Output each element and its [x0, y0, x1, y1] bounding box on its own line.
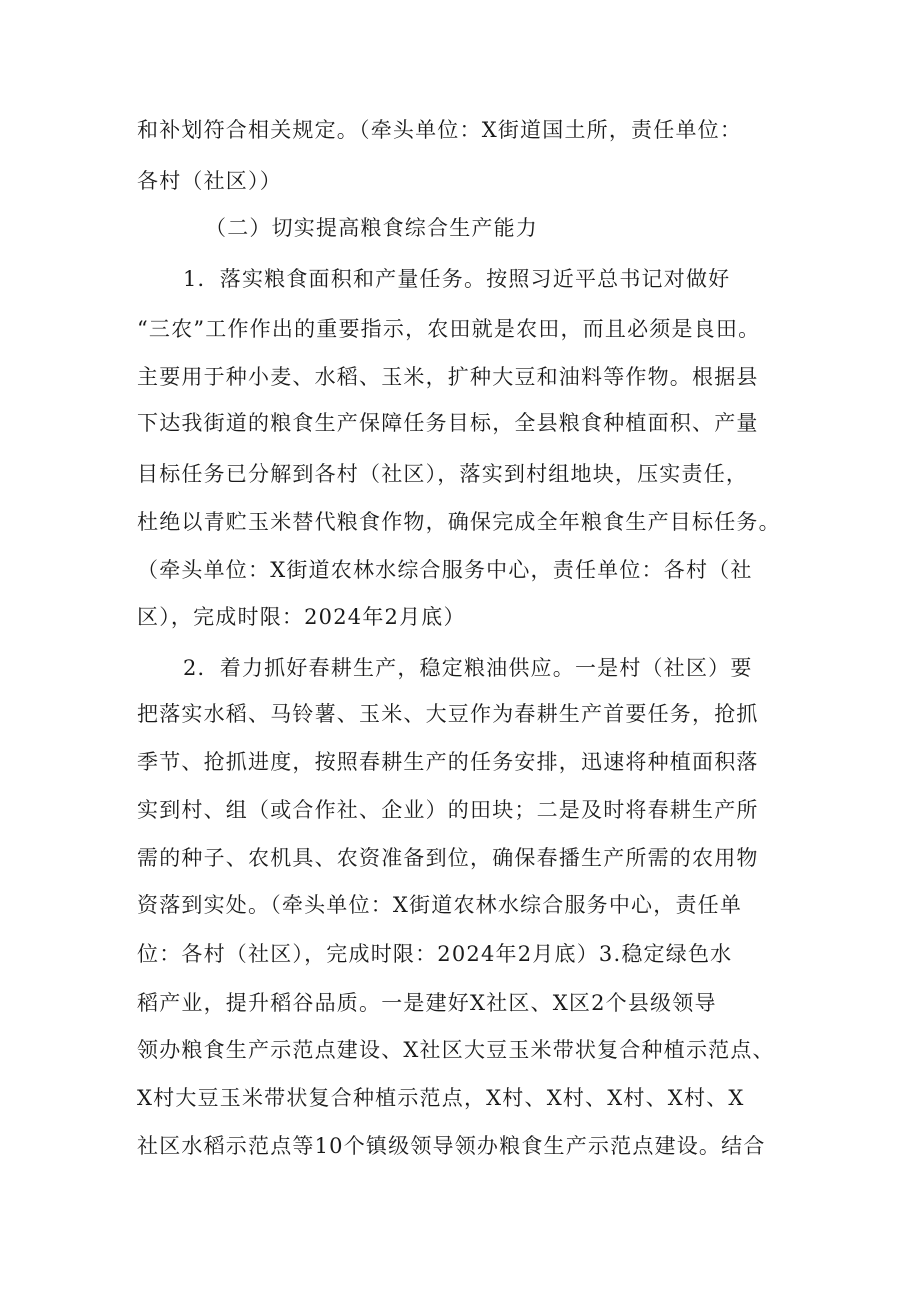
text-line-12: 2．着力抓好春耕生产，稳定粮油供应。一是村（社区）要 — [183, 656, 753, 680]
text-line-5: “三农”工作作出的重要指示，农田就是农田，而且必须是良田。 — [137, 317, 761, 341]
text-line-15: 实到村、组（或合作社、企业）的田块；二是及时将春耕生产所 — [137, 798, 759, 822]
text-line-19: 稻产业，提升稻谷品质。一是建好X社区、X区2个县级领导 — [137, 991, 717, 1015]
text-line-11: 区），完成时限：2024年2月底） — [137, 605, 466, 629]
text-line-6: 主要用于种小麦、水稻、玉米，扩种大豆和油料等作物。根据县 — [137, 365, 759, 389]
text-line-9: 杜绝以青贮玉米替代粮食作物，确保完成全年粮食生产目标任务。 — [137, 510, 781, 534]
text-line-7: 下达我街道的粮食生产保障任务目标，全县粮食种植面积、产量 — [137, 411, 759, 435]
text-line-21: X村大豆玉米带状复合种植示范点，X村、X村、X村、X村、X — [137, 1086, 745, 1110]
text-line-13: 把落实水稻、马铃薯、玉米、大豆作为春耕生产首要任务，抢抓 — [137, 702, 759, 726]
text-line-16: 需的种子、农机具、农资准备到位，确保春播生产所需的农用物 — [137, 846, 759, 870]
text-line-8: 目标任务已分解到各村（社区），落实到村组地块，压实责任， — [137, 462, 749, 486]
text-line-18: 位：各村（社区），完成时限：2024年2月底）3.稳定绿色水 — [137, 942, 733, 966]
text-line-4: 1．落实粮食面积和产量任务。按照习近平总书记对做好 — [183, 267, 731, 291]
text-line-10: （牵头单位：X街道农林水综合服务中心，责任单位：各村（社 — [137, 558, 753, 582]
section-heading: （二）切实提高粮食综合生产能力 — [205, 216, 538, 240]
text-line-22: 社区水稻示范点等10个镇级领导领办粮食生产示范点建设。结合 — [137, 1134, 766, 1158]
text-line-20: 领办粮食生产示范点建设、X社区大豆玉米带状复合种植示范点、 — [137, 1038, 775, 1062]
text-line-2: 各村（社区）） — [137, 169, 282, 193]
text-line-1: 和补划符合相关规定。（牵头单位：X街道国土所，责任单位： — [137, 118, 743, 142]
text-line-17: 资落到实处。（牵头单位：X街道农林水综合服务中心，责任单 — [137, 893, 743, 917]
text-line-14: 季节、抢抓进度，按照春耕生产的任务安排，迅速将种植面积落 — [137, 750, 759, 774]
